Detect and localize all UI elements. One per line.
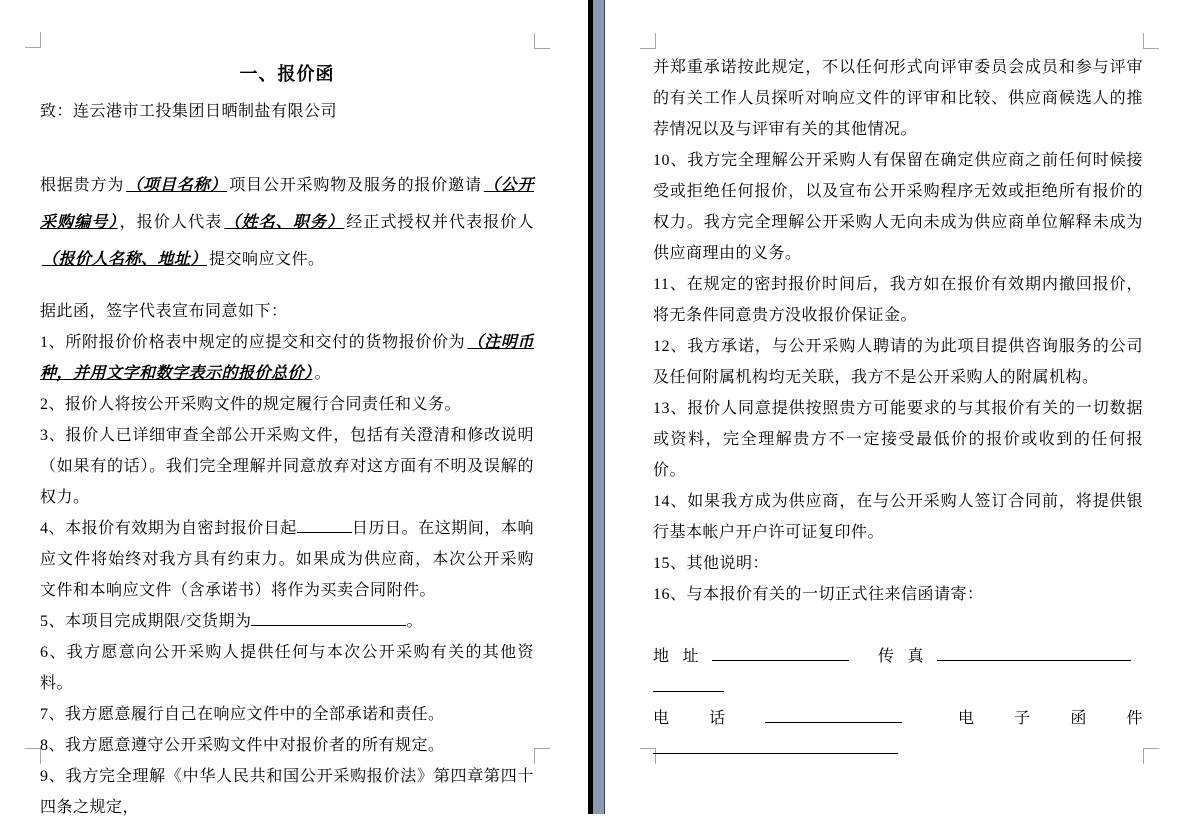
blank-underline [937,645,1131,661]
text-run: 5、本项目完成期限/交货期为 [40,613,252,630]
text-run: 电子函件 [918,710,1143,727]
placeholder-run: （注明币种，并用文字和数字表示的报价总价） [40,334,534,382]
text-run: 日历日。在这期间，本响应文件将始终对我方具有约束力。如果成为供应商，本次公开采购文件和本响应文件（含承诺书）将作为买卖合同附件。 [40,520,534,599]
text-run: 传真 [865,648,937,665]
inline-gap [849,660,865,661]
text-run: 经正式授权并代表报价人 [346,214,534,231]
blank-underline [765,707,902,723]
paragraph [40,93,534,130]
paragraph [40,167,534,278]
right-page-text-area [653,52,1143,765]
page-right [605,0,1191,814]
paragraph [40,730,534,761]
crop-mark-top-left [25,32,41,48]
paragraph [40,389,534,420]
crop-mark-bottom-right [534,748,550,764]
crop-mark-top-right [534,33,550,49]
text-run: 15、其他说明： [653,555,770,572]
blank-underline [251,610,406,626]
paragraph [653,703,1143,765]
text-run: 1、所附报价价格表中规定的应提交和交付的货物报价价为 [40,334,466,351]
page-left [0,0,588,814]
paragraph [653,52,1143,145]
text-run: 16、与本报价有关的一切正式往来信函请寄： [653,586,984,603]
text-run: 电话 [653,710,766,727]
blank-underline [653,676,724,692]
text-run: 项目公开采购物及服务的报价邀请 [229,177,482,194]
crop-mark-top-right [1143,33,1159,49]
text-run: 并郑重承诺按此规定，不以任何形式向评审委员会成员和参与评审的有关工作人员探听对响应文件的评审和比较、供应商候选人的推荐情况以及与评审有关的其他情况。 [653,59,1143,138]
text-run: 致：连云港市工投集团日晒制盐有限公司 [40,103,338,120]
page-gutter [593,0,605,814]
placeholder-run: （报价人名称、地址） [42,251,208,268]
crop-mark-bottom-left [25,748,41,764]
paragraph [653,548,1143,579]
text-run: 根据贵方为 [40,177,125,194]
paragraph [653,393,1143,486]
text-run: 14、如果我方成为供应商，在与公开采购人签订合同前，将提供银行基本帐户开户许可证复印件。 [653,493,1143,541]
document-title [40,56,534,93]
paragraph [40,637,534,699]
paragraph [40,699,534,730]
text-run: ，报价人代表 [119,214,223,231]
text-run: 11、在规定的密封报价时间后，我方如在报价有效期内撤回报价，将无条件同意贵方没收报价保证金。 [653,276,1143,324]
paragraph [653,486,1143,548]
blank-underline [712,645,849,661]
text-run: 3、报价人已详细审查全部公开采购文件，包括有关澄清和修改说明（如果有的话）。我们完全理解并同意放弃对这方面有不明及误解的权力。 [40,427,534,506]
paragraph [653,641,1143,703]
paragraph [40,420,534,513]
text-run: 地址 [653,648,712,665]
inline-gap [1131,660,1143,661]
text-run: 提交响应文件。 [209,251,325,268]
paragraph [653,145,1143,269]
blank-line-spacer [40,278,534,296]
text-run: 4、本报价有效期为自密封报价日起 [40,520,297,537]
left-page-text-area [40,56,534,823]
text-run: 。 [314,365,332,382]
text-run: 10、我方完全理解公开采购人有保留在确定供应商之前任何时候接受或拒绝任何报价，以及宣布公开采购程序无效或拒绝所有报价的权力。我方完全理解公开采购人无向未成为供应商单位解释未成为供应商理由的义务。 [653,152,1143,262]
text-run: 7、我方愿意履行自己在响应文件中的全部承诺和责任。 [40,706,445,723]
text-run: 一、报价函 [239,64,335,84]
blank-line-spacer [653,610,1143,641]
paragraph [40,513,534,606]
crop-mark-bottom-right [1143,748,1159,764]
blank-line-spacer [40,130,534,167]
paragraph [653,579,1143,610]
placeholder-run: （项目名称） [126,177,228,194]
paragraph [40,606,534,637]
paragraph [653,269,1143,331]
text-run: 9、我方完全理解《中华人民共和国公开采购报价法》第四章第四十四条之规定， [40,768,534,816]
blank-underline [297,517,352,533]
inline-gap [902,722,918,723]
paragraph [40,327,534,389]
text-run: 据此函，签字代表宣布同意如下： [40,303,288,320]
text-run: 。 [406,613,423,630]
text-run: 6、我方愿意向公开采购人提供任何与本次公开采购有关的其他资料。 [40,644,534,692]
text-run: 13、报价人同意提供按照贵方可能要求的与其报价有关的一切数据或资料，完全理解贵方不一定接受最低价的报价或收到的任何报价。 [653,400,1143,479]
crop-mark-top-left [640,33,656,49]
placeholder-run: （姓名、职务） [224,214,345,231]
placeholder-run: （公开采购编号） [40,177,534,231]
blank-underline [653,738,898,754]
text-run: 12、我方承诺，与公开采购人聘请的为此项目提供咨询服务的公司及任何附属机构均无关联，我方不是公开采购人的附属机构。 [653,338,1143,386]
text-run: 2、报价人将按公开采购文件的规定履行合同责任和义务。 [40,396,462,413]
paragraph [40,296,534,327]
paragraph [653,331,1143,393]
text-run: 8、我方愿意遵守公开采购文件中对报价者的所有规定。 [40,737,445,754]
